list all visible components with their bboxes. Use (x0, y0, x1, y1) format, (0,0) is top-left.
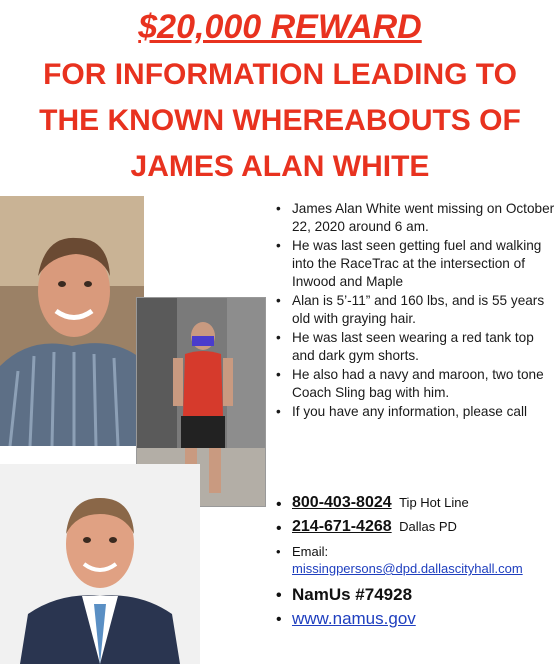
portrait-illustration (0, 196, 144, 446)
dallas-pd-phone-link[interactable]: 214-671-4268 (292, 518, 392, 535)
namus-case-number: • NamUs #74928 (276, 585, 560, 605)
email-link[interactable]: missingpersons@dpd.dallascityhall.com (292, 561, 523, 576)
headline-line-2: THE KNOWN WHEREABOUTS OF (39, 104, 521, 137)
portrait-photo (0, 196, 144, 446)
headline-line-3: JAMES ALAN WHITE (130, 150, 430, 183)
website-link[interactable]: www.namus.gov (292, 609, 416, 628)
detail-item: • He also had a navy and maroon, two tone Coach Sling bag with him. (276, 366, 558, 402)
email-label: • Email: (292, 544, 329, 559)
headline-line-1: FOR INFORMATION LEADING TO (43, 58, 517, 91)
detail-item: • If you have any information, please call (276, 403, 558, 421)
hotline-label: Tip Hot Line (399, 495, 469, 510)
headshot-photo (0, 464, 200, 664)
dallas-pd-label: Dallas PD (399, 519, 457, 534)
detail-item: • He was last seen getting fuel and walking into the RaceTrac at the intersection of Inwood and Maple (276, 237, 558, 291)
hotline-contact (276, 494, 560, 512)
headshot-illustration (0, 464, 200, 664)
detail-item: • James Alan White went missing on October 22, 2020 around 6 am. (276, 200, 558, 236)
dallas-pd-contact (276, 518, 560, 536)
email-contact (276, 543, 560, 577)
reward-heading: $20,000 REWARD (138, 8, 422, 46)
detail-item: • He was last seen wearing a red tank top and dark gym shorts. (276, 329, 558, 365)
detail-item: • Alan is 5’-11” and 160 lbs, and is 55 years old with graying hair. (276, 292, 558, 328)
details-list (276, 200, 558, 422)
hotline-phone-link[interactable]: 800-403-8024 (292, 494, 392, 511)
website-item (276, 609, 560, 629)
